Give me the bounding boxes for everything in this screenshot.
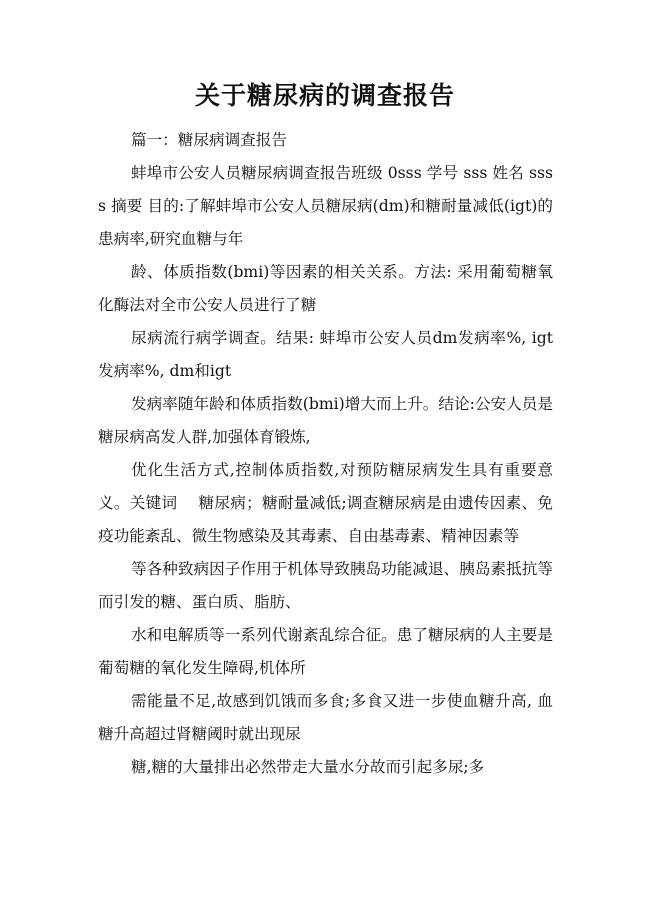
paragraph: 糖,糖的大量排出必然带走大量水分故而引起多尿;多 — [131, 758, 485, 776]
paragraph: 优化生活方式,控制体质指数,对预防糖尿病发生具有重要意义。关键词 糖尿病；糖耐量减低;调查糖尿病是由遗传因素、免疫功能紊乱、微生物感染及其毒素、自由基毒素、精神因素等 — [98, 461, 553, 545]
paragraph: 蚌埠市公安人员糖尿病调查报告班级 0sss 学号 sss 姓名 ssss 摘要 目的:了解蚌埠市公安人员糖尿病(dm)和糖耐量减低(igt)的患病率,研究血糖与年 — [98, 164, 553, 248]
document-title: 关于糖尿病的调查报告 — [194, 81, 455, 110]
document-body — [98, 124, 553, 784]
paragraph: 龄、体质指数(bmi)等因素的相关关系。方法: 采用葡萄糖氧化酶法对全市公安人员进行了糖 — [98, 263, 553, 314]
paragraph: 尿病流行病学调查。结果: 蚌埠市公安人员dm发病率%, igt发病率%, dm和igt — [98, 329, 553, 380]
section-heading: 篇一：糖尿病调查报告 — [131, 131, 287, 149]
paragraph: 水和电解质等一系列代谢紊乱综合征。患了糖尿病的人主要是葡萄糖的氧化发生障碍,机体所 — [98, 626, 553, 677]
paragraph: 发病率随年龄和体质指数(bmi)增大而上升。结论:公安人员是糖尿病高发人群,加强体育锻炼, — [98, 395, 553, 446]
paragraph: 需能量不足,故感到饥饿而多食;多食又进一步使血糖升高, 血糖升高超过肾糖阈时就出现尿 — [98, 692, 553, 743]
paragraph: 等各种致病因子作用于机体导致胰岛功能减退、胰岛素抵抗等而引发的糖、蛋白质、脂肪、 — [98, 560, 553, 611]
